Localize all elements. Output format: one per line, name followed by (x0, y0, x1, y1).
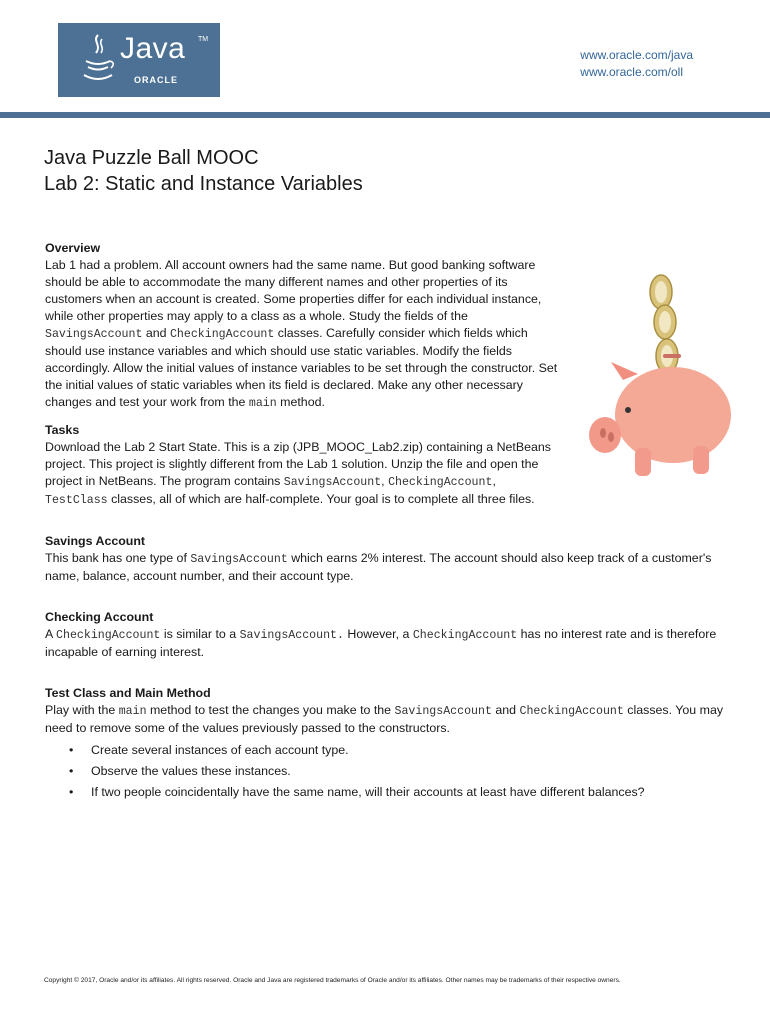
tasks-section (45, 422, 725, 509)
tasks-paragraph: Download the Lab 2 Start State. This is a zip (JPB_MOOC_Lab2.zip) containing a NetBeans project. This project is slightly different from the Lab 1 solution. Unzip the file and open the project in NetBeans. The program contains SavingsAccount, CheckingAccount, TestClass classes, all of which are half-complete. Your goal is to complete all three files. (45, 440, 551, 507)
logo-oracle-word: ORACLE (134, 75, 178, 85)
logo-java-word: Java (120, 32, 186, 65)
checking-section (45, 609, 725, 661)
savings-section (45, 533, 725, 585)
overview-heading: Overview (45, 241, 101, 255)
testclass-heading: Test Class and Main Method (45, 686, 211, 700)
overview-section (45, 240, 725, 412)
header-divider (0, 112, 770, 118)
checking-paragraph: A CheckingAccount is similar to a SavingsAccount. However, a CheckingAccount has no interest rate and is therefore incapable of earning interest. (45, 627, 717, 659)
testclass-section (45, 685, 725, 801)
java-oracle-logo (58, 23, 220, 97)
testclass-bullet-list (45, 742, 725, 801)
link-oracle-java[interactable]: www.oracle.com/java (580, 48, 693, 62)
title-lab: Lab 2: Static and Instance Variables (44, 173, 363, 195)
list-item: • Create several instances of each account type. (91, 742, 725, 759)
page-title (44, 145, 363, 197)
overview-paragraph: Lab 1 had a problem. All account owners had the same name. But good banking software should be able to accommodate the many different names and other properties of its customers when an account is created. Some properties differ for each individual instance, while other properties may apply to a class as a whole. Study the fields of the SavingsAccount and CheckingAccount classes. Carefully consider which fields which should use instance variables and which should use static variables. Modify the fields accordingly. Allow the initial values of instance variables to be set through the constructor. Set the initial values of static variables when its field is declared. Make any other necessary changes and test your work from the main method. (45, 258, 558, 410)
java-cup-icon (78, 31, 118, 91)
checking-heading: Checking Account (45, 610, 154, 624)
list-item: • If two people coincidentally have the same name, will their accounts at least have different balances? (91, 784, 725, 801)
list-item: • Observe the values these instances. (91, 763, 725, 780)
testclass-paragraph: Play with the main method to test the changes you make to the SavingsAccount and CheckingAccount classes. You may need to remove some of the values previously passed to the constructors. (45, 703, 724, 735)
copyright-footer: Copyright © 2017, Oracle and/or its affiliates. All rights reserved. Oracle and Java are registered trademarks of Oracle and/or its affiliates. Other names may be trademarks of their respective owners. (44, 977, 621, 984)
document-body (45, 240, 725, 805)
title-course: Java Puzzle Ball MOOC (44, 147, 259, 169)
header-links (580, 47, 693, 81)
savings-heading: Savings Account (45, 534, 146, 548)
link-oracle-oll[interactable]: www.oracle.com/oll (580, 65, 683, 79)
savings-paragraph: This bank has one type of SavingsAccount which earns 2% interest. The account should also keep track of a customer's name, balance, account number, and their account type. (45, 551, 712, 583)
tasks-heading: Tasks (45, 423, 80, 437)
logo-trademark: TM (198, 36, 209, 43)
